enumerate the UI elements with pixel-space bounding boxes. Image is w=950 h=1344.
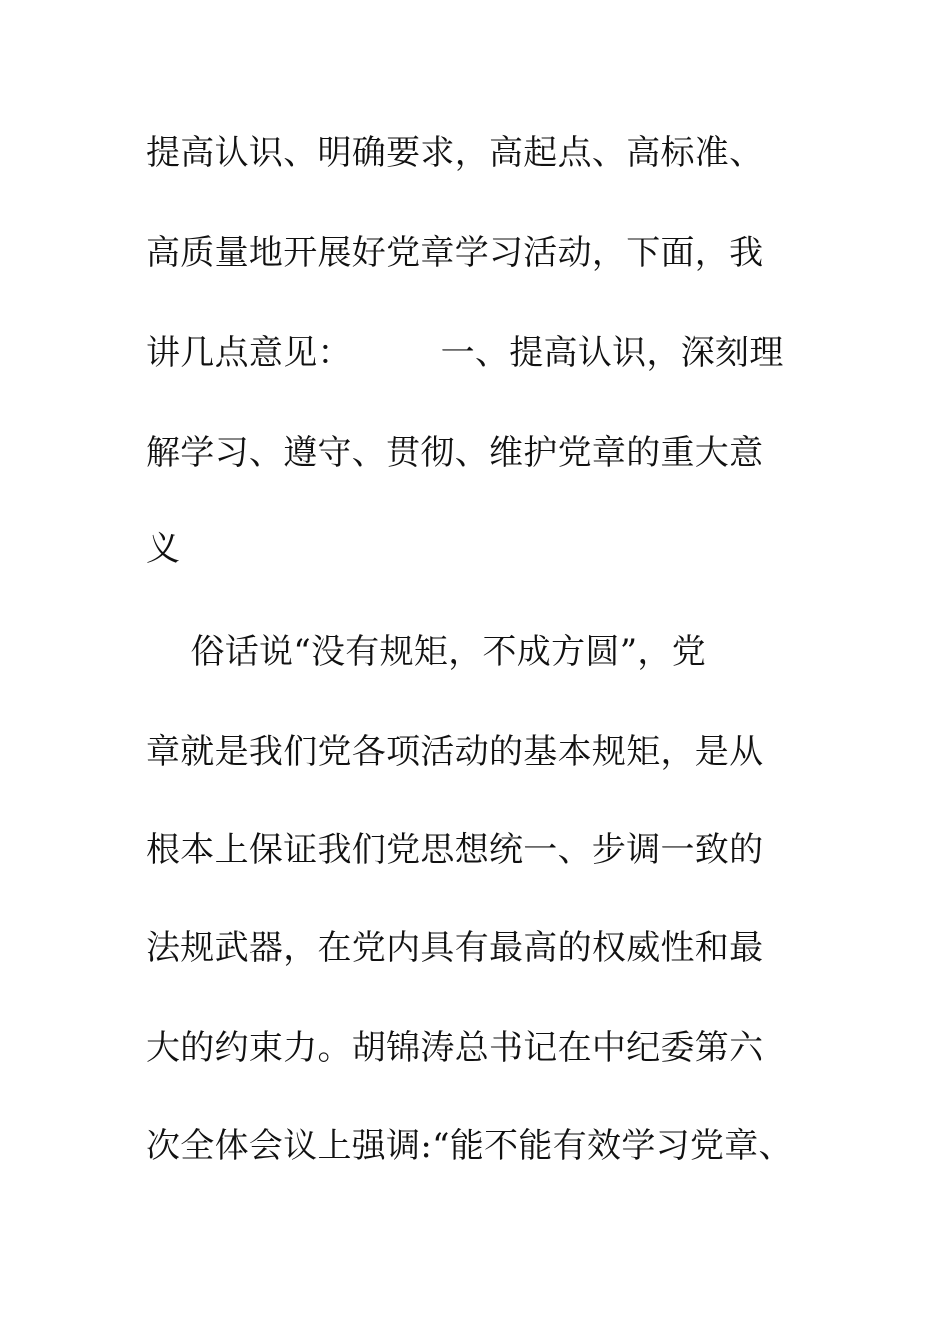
text-line-11: 次全体会议上强调:“能不能有效学习党章、 — [146, 1126, 793, 1166]
paragraph-start-line: 俗话说“没有规矩，不成方圆”，党 — [146, 632, 706, 672]
text-line-10: 大的约束力。胡锦涛总书记在中纪委第六 — [146, 1028, 764, 1068]
text-line-4: 解学习、遵守、贯彻、维护党章的重大意 — [146, 433, 764, 473]
text-line-9: 法规武器，在党内具有最高的权威性和最 — [146, 928, 764, 968]
text-line-3: 讲几点意见： 一、提高认识，深刻理 — [146, 333, 784, 373]
text-line-2: 高质量地开展好党章学习活动，下面，我 — [146, 233, 764, 273]
text-line-5: 义 — [146, 529, 181, 569]
text-line-7: 章就是我们党各项活动的基本规矩，是从 — [146, 732, 764, 772]
text-line-8: 根本上保证我们党思想统一、步调一致的 — [146, 830, 764, 870]
text-line-1: 提高认识、明确要求，高起点、高标准、 — [146, 133, 764, 173]
